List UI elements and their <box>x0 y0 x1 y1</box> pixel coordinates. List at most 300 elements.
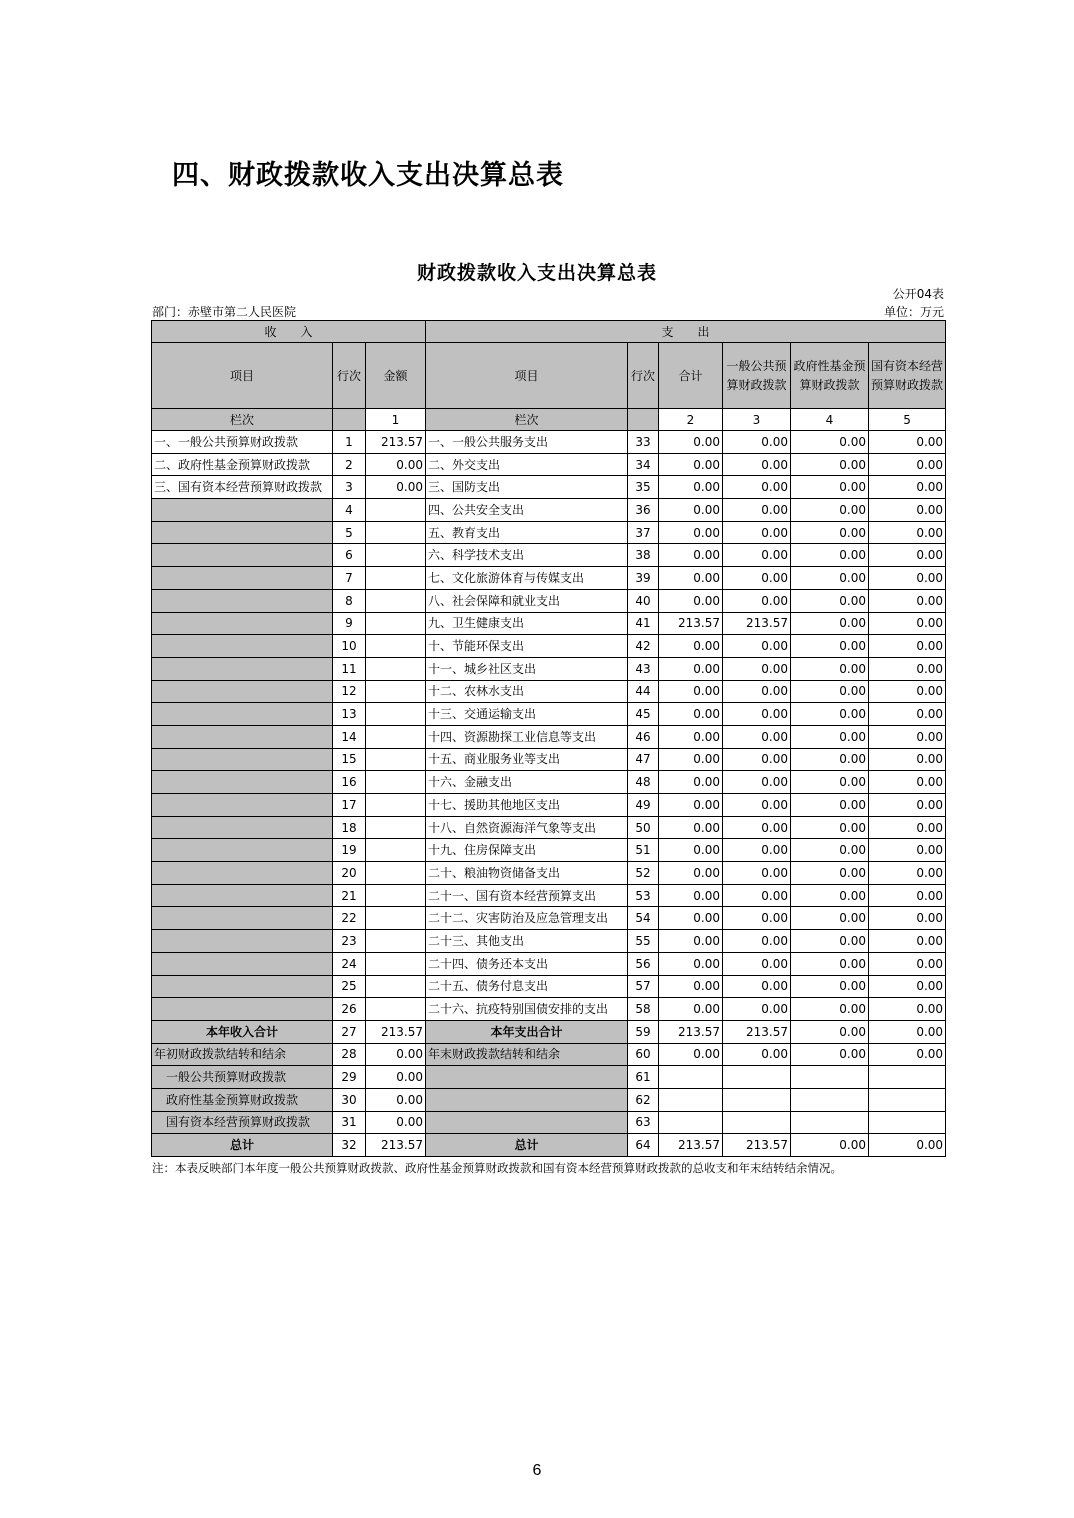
expense-general: 0.00 <box>723 499 791 522</box>
income-amount <box>366 748 426 771</box>
expense-total: 0.00 <box>659 703 723 726</box>
row-number: 22 <box>333 907 366 930</box>
income-item: 二、政府性基金预算财政拨款 <box>152 453 333 476</box>
income-amount <box>366 862 426 885</box>
table-row <box>152 816 946 839</box>
expense-item: 九、卫生健康支出 <box>426 612 628 635</box>
income-item <box>152 635 333 658</box>
expense-state: 0.00 <box>869 884 946 907</box>
blank-cell <box>659 1066 723 1089</box>
carry-out-state: 0.00 <box>869 1043 946 1066</box>
blank-cell <box>333 409 366 431</box>
row-number: 39 <box>628 567 659 590</box>
expense-state: 0.00 <box>869 431 946 454</box>
expense-total: 0.00 <box>659 544 723 567</box>
row-number: 19 <box>333 839 366 862</box>
expense-state: 0.00 <box>869 453 946 476</box>
income-amount: 0.00 <box>366 453 426 476</box>
table-row <box>152 657 946 680</box>
income-group-header: 收 入 <box>152 321 426 343</box>
col-number: 2 <box>659 409 723 431</box>
blank-cell <box>426 1111 628 1134</box>
expense-item: 二十二、灾害防治及应急管理支出 <box>426 907 628 930</box>
expense-fund: 0.00 <box>791 930 869 953</box>
expense-general: 0.00 <box>723 431 791 454</box>
state-capital-header: 国有资本经营预算财政拨款 <box>869 343 946 409</box>
expense-item: 十六、金融支出 <box>426 771 628 794</box>
expense-item: 七、文化旅游体育与传媒支出 <box>426 567 628 590</box>
expense-state: 0.00 <box>869 544 946 567</box>
expense-fund: 0.00 <box>791 907 869 930</box>
income-amount <box>366 725 426 748</box>
income-column-label: 栏次 <box>152 409 333 431</box>
expense-item: 八、社会保障和就业支出 <box>426 589 628 612</box>
form-number: 公开04表 <box>892 287 944 301</box>
row-number: 42 <box>628 635 659 658</box>
expense-state: 0.00 <box>869 680 946 703</box>
expense-item: 十八、自然资源海洋气象等支出 <box>426 816 628 839</box>
expense-general: 0.00 <box>723 771 791 794</box>
expense-general: 213.57 <box>723 612 791 635</box>
income-amount <box>366 816 426 839</box>
row-number: 28 <box>333 1043 366 1066</box>
expense-total: 0.00 <box>659 794 723 817</box>
expense-general: 0.00 <box>723 839 791 862</box>
expense-fund: 0.00 <box>791 499 869 522</box>
expense-fund: 0.00 <box>791 884 869 907</box>
expense-state: 0.00 <box>869 794 946 817</box>
expense-fund: 0.00 <box>791 567 869 590</box>
expense-item: 一、一般公共服务支出 <box>426 431 628 454</box>
income-amount <box>366 839 426 862</box>
blank-cell <box>723 1066 791 1089</box>
row-number: 17 <box>333 794 366 817</box>
carry-out-label: 年末财政拨款结转和结余 <box>426 1043 628 1066</box>
income-amount <box>366 703 426 726</box>
blank-cell <box>628 409 659 431</box>
income-item <box>152 725 333 748</box>
expense-state: 0.00 <box>869 816 946 839</box>
expense-total-label: 本年支出合计 <box>426 1020 628 1043</box>
expense-general: 0.00 <box>723 544 791 567</box>
row-number: 16 <box>333 771 366 794</box>
income-item: 一、一般公共预算财政拨款 <box>152 431 333 454</box>
expense-item: 二十、粮油物资储备支出 <box>426 862 628 885</box>
table-row <box>152 884 946 907</box>
grand-fund: 0.00 <box>791 1134 869 1157</box>
table-row <box>152 431 946 454</box>
expense-state: 0.00 <box>869 635 946 658</box>
income-item <box>152 952 333 975</box>
row-number: 53 <box>628 884 659 907</box>
expense-total: 0.00 <box>659 657 723 680</box>
col-number: 4 <box>791 409 869 431</box>
income-item-header: 项目 <box>152 343 333 409</box>
column-number-row <box>152 409 946 431</box>
row-number: 60 <box>628 1043 659 1066</box>
table-row <box>152 975 946 998</box>
table-title: 财政拨款收入支出决算总表 <box>416 262 657 284</box>
table-row <box>152 476 946 499</box>
expense-total: 0.00 <box>659 862 723 885</box>
expense-fund: 0.00 <box>791 748 869 771</box>
blank-cell <box>869 1111 946 1134</box>
expense-fund: 0.00 <box>791 794 869 817</box>
table-row <box>152 725 946 748</box>
expense-fund: 0.00 <box>791 680 869 703</box>
expense-item-header: 项目 <box>426 343 628 409</box>
table-row <box>152 952 946 975</box>
expense-total: 0.00 <box>659 884 723 907</box>
income-amount-header: 金额 <box>366 343 426 409</box>
expense-item: 二十五、债务付息支出 <box>426 975 628 998</box>
expense-general: 0.00 <box>723 748 791 771</box>
expense-total: 0.00 <box>659 998 723 1021</box>
income-item <box>152 703 333 726</box>
expense-total: 0.00 <box>659 476 723 499</box>
blank-cell <box>791 1066 869 1089</box>
carry-out-total: 0.00 <box>659 1043 723 1066</box>
income-item <box>152 680 333 703</box>
table-row <box>152 635 946 658</box>
expense-general: 0.00 <box>723 930 791 953</box>
expense-item: 二十四、债务还本支出 <box>426 952 628 975</box>
expense-general: 0.00 <box>723 657 791 680</box>
carryover-row <box>152 1043 946 1066</box>
grand-expense-label: 总计 <box>426 1134 628 1157</box>
expense-total: 0.00 <box>659 453 723 476</box>
expense-fund: 0.00 <box>791 771 869 794</box>
row-number: 24 <box>333 952 366 975</box>
table-note: 注：本表反映部门本年度一般公共预算财政拨款、政府性基金预算财政拨款和国有资本经营预算财政拨款的总收支和年末结转结余情况。 <box>152 1161 842 1175</box>
row-number: 52 <box>628 862 659 885</box>
expense-total: 0.00 <box>659 431 723 454</box>
income-item <box>152 998 333 1021</box>
expense-general: 0.00 <box>723 907 791 930</box>
row-number: 9 <box>333 612 366 635</box>
expense-item: 二十三、其他支出 <box>426 930 628 953</box>
expense-state: 0.00 <box>869 907 946 930</box>
col-number: 5 <box>869 409 946 431</box>
expense-fund: 0.00 <box>791 476 869 499</box>
expense-general: 0.00 <box>723 816 791 839</box>
row-number: 32 <box>333 1134 366 1157</box>
blank-cell <box>723 1088 791 1111</box>
expense-total: 0.00 <box>659 680 723 703</box>
expense-general: 0.00 <box>723 521 791 544</box>
expense-item: 十三、交通运输支出 <box>426 703 628 726</box>
table-row <box>152 794 946 817</box>
table-row <box>152 862 946 885</box>
table-row <box>152 998 946 1021</box>
row-number: 38 <box>628 544 659 567</box>
expense-general: 0.00 <box>723 589 791 612</box>
expense-fund: 0.00 <box>791 862 869 885</box>
row-number: 58 <box>628 998 659 1021</box>
expense-fund: 0.00 <box>791 521 869 544</box>
income-item <box>152 657 333 680</box>
income-amount <box>366 680 426 703</box>
expense-item: 二、外交支出 <box>426 453 628 476</box>
expense-state: 0.00 <box>869 567 946 590</box>
sub-row <box>152 1088 946 1111</box>
carry-in-label: 年初财政拨款结转和结余 <box>152 1043 333 1066</box>
row-number: 62 <box>628 1088 659 1111</box>
row-number: 4 <box>333 499 366 522</box>
expense-item: 二十一、国有资本经营预算支出 <box>426 884 628 907</box>
expense-state: 0.00 <box>869 476 946 499</box>
row-number: 25 <box>333 975 366 998</box>
expense-state: 0.00 <box>869 952 946 975</box>
row-number: 20 <box>333 862 366 885</box>
expense-item: 二十六、抗疫特别国债安排的支出 <box>426 998 628 1021</box>
expense-total: 0.00 <box>659 589 723 612</box>
expense-total: 0.00 <box>659 839 723 862</box>
row-number: 14 <box>333 725 366 748</box>
row-number: 45 <box>628 703 659 726</box>
expense-fund: 0.00 <box>791 589 869 612</box>
row-number: 2 <box>333 453 366 476</box>
row-number: 55 <box>628 930 659 953</box>
sub-row-label: 政府性基金预算财政拨款 <box>152 1088 333 1111</box>
row-number: 61 <box>628 1066 659 1089</box>
expense-general: 213.57 <box>723 1020 791 1043</box>
expense-state: 0.00 <box>869 771 946 794</box>
expense-fund: 0.00 <box>791 635 869 658</box>
expense-item: 十五、商业服务业等支出 <box>426 748 628 771</box>
expense-general: 0.00 <box>723 703 791 726</box>
expense-total: 0.00 <box>659 975 723 998</box>
carry-in-amount: 0.00 <box>366 1043 426 1066</box>
row-number: 8 <box>333 589 366 612</box>
row-number: 26 <box>333 998 366 1021</box>
table-row <box>152 771 946 794</box>
row-number: 21 <box>333 884 366 907</box>
table-row <box>152 544 946 567</box>
expense-state: 0.00 <box>869 998 946 1021</box>
row-number: 44 <box>628 680 659 703</box>
blank-cell <box>791 1088 869 1111</box>
expense-fund: 0.00 <box>791 998 869 1021</box>
sub-row <box>152 1111 946 1134</box>
income-item <box>152 884 333 907</box>
expense-fund: 0.00 <box>791 431 869 454</box>
annual-total-row <box>152 1020 946 1043</box>
table-row <box>152 930 946 953</box>
row-number: 5 <box>333 521 366 544</box>
expense-item: 十四、资源勘探工业信息等支出 <box>426 725 628 748</box>
blank-cell <box>426 1066 628 1089</box>
expense-total: 0.00 <box>659 907 723 930</box>
income-item <box>152 975 333 998</box>
expense-general: 0.00 <box>723 862 791 885</box>
expense-fund: 0.00 <box>791 657 869 680</box>
row-number: 33 <box>628 431 659 454</box>
expense-total: 0.00 <box>659 635 723 658</box>
table-row <box>152 748 946 771</box>
row-number: 43 <box>628 657 659 680</box>
income-item: 三、国有资本经营预算财政拨款 <box>152 476 333 499</box>
row-number: 59 <box>628 1020 659 1043</box>
expense-item: 十九、住房保障支出 <box>426 839 628 862</box>
expense-item: 十一、城乡社区支出 <box>426 657 628 680</box>
income-amount: 0.00 <box>366 476 426 499</box>
income-item <box>152 748 333 771</box>
expense-fund: 0.00 <box>791 703 869 726</box>
expense-state: 0.00 <box>869 839 946 862</box>
income-amount <box>366 657 426 680</box>
carry-out-general: 0.00 <box>723 1043 791 1066</box>
expense-state: 0.00 <box>869 612 946 635</box>
grand-total-row <box>152 1134 946 1157</box>
sub-row-amount: 0.00 <box>366 1088 426 1111</box>
row-number: 13 <box>333 703 366 726</box>
income-item <box>152 771 333 794</box>
general-budget-header: 一般公共预算财政拨款 <box>723 343 791 409</box>
grand-income-label: 总计 <box>152 1134 333 1157</box>
income-amount <box>366 952 426 975</box>
sub-row-amount: 0.00 <box>366 1111 426 1134</box>
blank-cell <box>869 1066 946 1089</box>
expense-general: 0.00 <box>723 725 791 748</box>
sub-row <box>152 1066 946 1089</box>
expense-general: 0.00 <box>723 952 791 975</box>
expense-total: 0.00 <box>659 748 723 771</box>
expense-total: 0.00 <box>659 816 723 839</box>
header-row <box>152 343 946 409</box>
table-row <box>152 567 946 590</box>
expense-general: 0.00 <box>723 635 791 658</box>
expense-state: 0.00 <box>869 589 946 612</box>
department-label: 部门：赤壁市第二人民医院 <box>152 305 297 319</box>
fund-budget-header: 政府性基金预算财政拨款 <box>791 343 869 409</box>
expense-total: 0.00 <box>659 567 723 590</box>
expense-fund: 0.00 <box>791 544 869 567</box>
income-item <box>152 907 333 930</box>
row-number: 50 <box>628 816 659 839</box>
table-row <box>152 703 946 726</box>
expense-item: 三、国防支出 <box>426 476 628 499</box>
income-item <box>152 612 333 635</box>
expense-fund: 0.00 <box>791 816 869 839</box>
sub-row-label: 一般公共预算财政拨款 <box>152 1066 333 1089</box>
table-row <box>152 453 946 476</box>
blank-cell <box>659 1111 723 1134</box>
income-amount <box>366 930 426 953</box>
expense-total: 0.00 <box>659 930 723 953</box>
table-row <box>152 839 946 862</box>
col-number: 1 <box>366 409 426 431</box>
income-item <box>152 544 333 567</box>
row-number: 57 <box>628 975 659 998</box>
row-number: 29 <box>333 1066 366 1089</box>
row-number: 23 <box>333 930 366 953</box>
expense-general: 0.00 <box>723 998 791 1021</box>
blank-cell <box>791 1111 869 1134</box>
income-amount <box>366 771 426 794</box>
row-number: 40 <box>628 589 659 612</box>
row-number: 31 <box>333 1111 366 1134</box>
expense-state: 0.00 <box>869 1020 946 1043</box>
blank-cell <box>659 1088 723 1111</box>
expense-general: 0.00 <box>723 794 791 817</box>
grand-general: 213.57 <box>723 1134 791 1157</box>
row-number: 35 <box>628 476 659 499</box>
expense-fund: 0.00 <box>791 975 869 998</box>
expense-state: 0.00 <box>869 862 946 885</box>
budget-table <box>151 320 946 1157</box>
expense-item: 四、公共安全支出 <box>426 499 628 522</box>
grand-total: 213.57 <box>659 1134 723 1157</box>
expense-general: 0.00 <box>723 476 791 499</box>
grand-state: 0.00 <box>869 1134 946 1157</box>
row-number: 56 <box>628 952 659 975</box>
unit-label: 单位：万元 <box>883 305 944 319</box>
expense-item: 十二、农林水支出 <box>426 680 628 703</box>
table-row <box>152 907 946 930</box>
expense-general: 0.00 <box>723 567 791 590</box>
expense-total: 0.00 <box>659 499 723 522</box>
income-item <box>152 839 333 862</box>
income-amount: 213.57 <box>366 431 426 454</box>
blank-cell <box>723 1111 791 1134</box>
income-amount <box>366 567 426 590</box>
row-number: 37 <box>628 521 659 544</box>
row-number: 47 <box>628 748 659 771</box>
expense-general: 0.00 <box>723 975 791 998</box>
grand-income-amount: 213.57 <box>366 1134 426 1157</box>
expense-state: 0.00 <box>869 521 946 544</box>
sub-row-label: 国有资本经营预算财政拨款 <box>152 1111 333 1134</box>
expense-state: 0.00 <box>869 499 946 522</box>
row-number: 46 <box>628 725 659 748</box>
expense-item: 五、教育支出 <box>426 521 628 544</box>
income-item <box>152 567 333 590</box>
income-amount <box>366 612 426 635</box>
income-amount <box>366 794 426 817</box>
row-number: 63 <box>628 1111 659 1134</box>
row-number: 64 <box>628 1134 659 1157</box>
expense-column-label: 栏次 <box>426 409 628 431</box>
expense-state: 0.00 <box>869 703 946 726</box>
row-number: 3 <box>333 476 366 499</box>
expense-row-no-header: 行次 <box>628 343 659 409</box>
expense-fund: 0.00 <box>791 952 869 975</box>
expense-total: 0.00 <box>659 952 723 975</box>
income-amount <box>366 544 426 567</box>
expense-total: 213.57 <box>659 1020 723 1043</box>
row-number: 51 <box>628 839 659 862</box>
income-item <box>152 794 333 817</box>
row-number: 41 <box>628 612 659 635</box>
expense-item: 十七、援助其他地区支出 <box>426 794 628 817</box>
income-total-label: 本年收入合计 <box>152 1020 333 1043</box>
expense-fund: 0.00 <box>791 1020 869 1043</box>
section-heading: 四、财政拨款收入支出决算总表 <box>172 160 564 191</box>
income-total-amount: 213.57 <box>366 1020 426 1043</box>
income-amount <box>366 499 426 522</box>
income-item <box>152 589 333 612</box>
income-row-no-header: 行次 <box>333 343 366 409</box>
table-row <box>152 589 946 612</box>
expense-state: 0.00 <box>869 748 946 771</box>
page-number: 6 <box>532 1462 542 1479</box>
row-number: 30 <box>333 1088 366 1111</box>
row-number: 15 <box>333 748 366 771</box>
row-number: 48 <box>628 771 659 794</box>
income-amount <box>366 884 426 907</box>
income-item <box>152 816 333 839</box>
